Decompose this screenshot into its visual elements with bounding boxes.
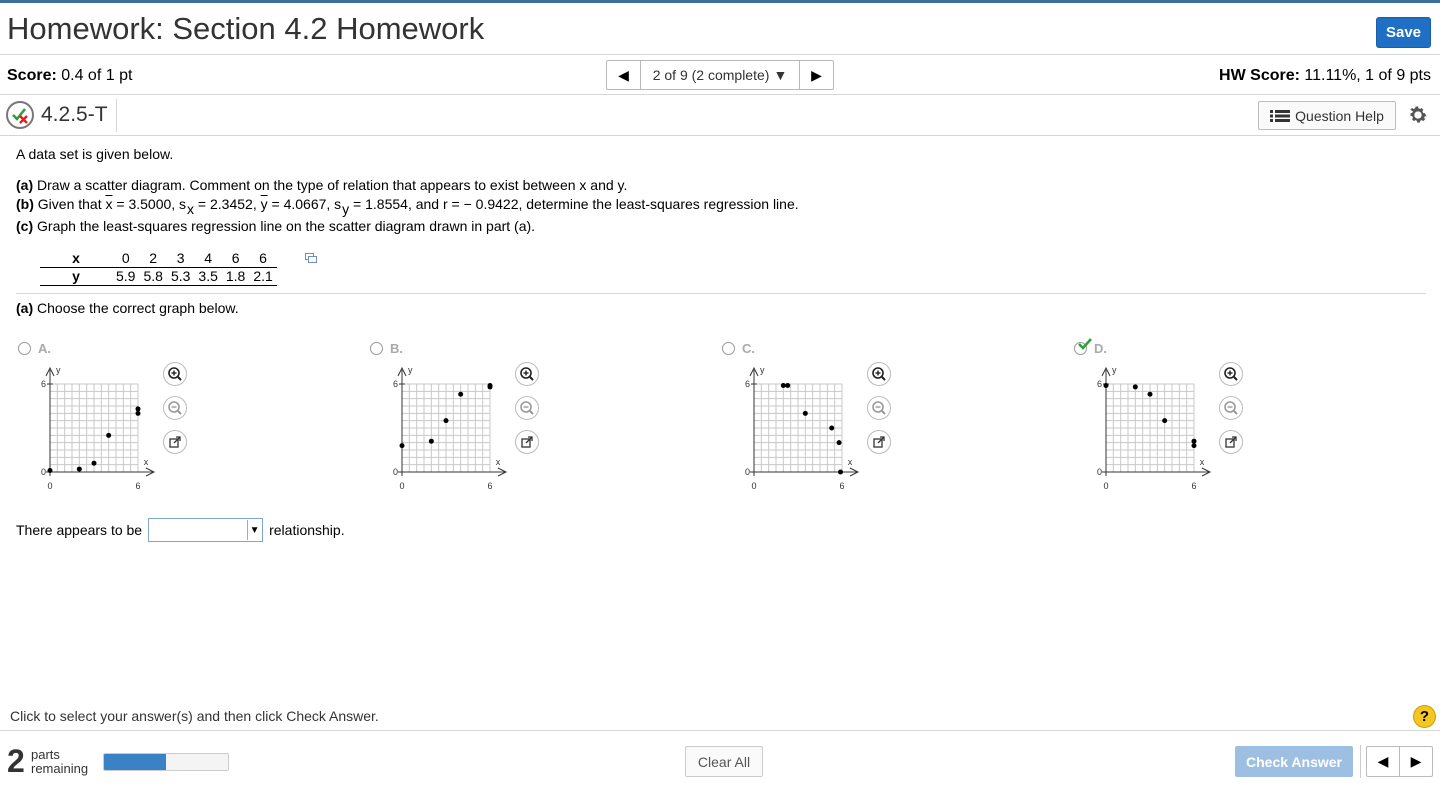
question-id: 4.2.5-T: [41, 103, 108, 126]
option-d[interactable]: [1074, 342, 1304, 492]
question-help-button[interactable]: Question Help: [1258, 101, 1396, 130]
triangle-down-icon: ▼: [773, 67, 788, 83]
table-cell: 3: [167, 249, 194, 267]
data-point: [48, 468, 53, 473]
answer-suffix: relationship.: [269, 522, 345, 538]
data-point: [458, 392, 463, 397]
option-letter: B.: [390, 341, 403, 356]
header-bar: [0, 0, 1440, 55]
data-point: [838, 470, 843, 475]
x-tick-label: 0: [751, 481, 757, 491]
next-question-button[interactable]: [799, 61, 833, 89]
question-score: Score: 0.4 of 1 pt: [7, 67, 133, 84]
y-axis-label: y: [56, 365, 61, 375]
question-bar: [0, 95, 1440, 136]
triangle-down-icon: ▼: [247, 520, 261, 540]
x-tick-label: 6: [1191, 481, 1197, 491]
triangle-left-icon: ◀: [1377, 753, 1389, 769]
table-row-y: [40, 267, 277, 285]
scatter-plot: [32, 360, 162, 492]
open-external-icon[interactable]: [867, 430, 891, 454]
open-external-icon[interactable]: [163, 430, 187, 454]
data-point: [1148, 392, 1153, 397]
data-point: [488, 383, 493, 388]
radio-button[interactable]: [18, 342, 31, 355]
part-b-instruction: (b) Given that $\overline{x} = 3.5000$, sx = 2.3452, $\overline{y} = 4.0667$, sy = 1.8554, and r = − 0.9422, determine the least-squares regression line.: [16, 196, 799, 217]
table-row-x: [40, 249, 277, 267]
option-letter: D.: [1094, 341, 1107, 356]
triangle-right-icon: ▶: [811, 66, 822, 83]
part-a-prompt: (a) Choose the correct graph below.: [16, 300, 239, 316]
data-point: [1162, 418, 1167, 423]
question-selector-dropdown[interactable]: 2 of 9 (2 complete) ▼: [652, 67, 788, 83]
option-a[interactable]: [18, 342, 248, 492]
table-cell: 5.8: [139, 267, 166, 285]
y-tick-label: 6: [40, 379, 46, 389]
zoom-out-icon[interactable]: [163, 396, 187, 420]
data-point: [837, 440, 842, 445]
y-tick-label: 6: [1096, 379, 1102, 389]
zoom-in-icon[interactable]: [867, 362, 891, 386]
previous-question-button[interactable]: [607, 61, 641, 89]
next-button[interactable]: [1400, 747, 1432, 776]
data-point: [136, 411, 141, 416]
y-tick-label: 6: [392, 379, 398, 389]
data-point: [106, 433, 111, 438]
x-tick-label: 6: [839, 481, 845, 491]
option-letter: A.: [38, 341, 51, 356]
data-point: [1192, 439, 1197, 444]
data-point: [829, 426, 834, 431]
data-point: [77, 467, 82, 472]
footer-bar: [0, 730, 1440, 795]
part-a-instruction: (a) Draw a scatter diagram. Comment on the type of relation that appears to exist between x and y.: [16, 177, 628, 193]
progress-fill: [104, 754, 166, 770]
option-c[interactable]: [722, 342, 952, 492]
divider: [1360, 745, 1361, 778]
list-icon: [1270, 109, 1290, 123]
zoom-in-icon[interactable]: [515, 362, 539, 386]
x-axis-label: x: [1199, 457, 1205, 467]
radio-button[interactable]: [722, 342, 735, 355]
relationship-dropdown[interactable]: [148, 518, 263, 542]
divider: [116, 99, 117, 132]
option-b[interactable]: [370, 342, 600, 492]
footer-navigator: [1366, 746, 1433, 777]
previous-button[interactable]: [1367, 747, 1400, 776]
data-point: [1192, 443, 1197, 448]
score-bar: [0, 55, 1440, 95]
x-tick-label: 0: [47, 481, 53, 491]
copy-data-icon[interactable]: [305, 253, 317, 263]
save-button[interactable]: Save: [1376, 17, 1431, 48]
question-navigator: [606, 60, 834, 90]
table-cell: 4: [194, 249, 221, 267]
y-axis-label: y: [760, 365, 765, 375]
homework-score: HW Score: 11.11%, 1 of 9 pts: [1219, 67, 1431, 84]
data-point: [1133, 384, 1138, 389]
y-tick-label: 0: [1096, 467, 1102, 477]
option-letter: C.: [742, 341, 755, 356]
y-tick-label: 6: [744, 379, 750, 389]
zoom-in-icon[interactable]: [1219, 362, 1243, 386]
x-tick-label: 0: [399, 481, 405, 491]
part-c-instruction: (c) Graph the least-squares regression line on the scatter diagram drawn in part (a).: [16, 218, 536, 234]
data-point: [444, 418, 449, 423]
zoom-in-icon[interactable]: [163, 362, 187, 386]
table-cell: 6: [249, 249, 276, 267]
table-cell: 0: [112, 249, 139, 267]
data-table: [40, 249, 277, 286]
partial-credit-icon: [6, 101, 34, 129]
parts-remaining-label: parts remaining: [31, 747, 89, 776]
table-cell: 2.1: [249, 267, 276, 285]
zoom-out-icon[interactable]: [515, 396, 539, 420]
x-tick-label: 6: [487, 481, 493, 491]
help-icon[interactable]: ?: [1413, 705, 1436, 728]
data-point: [429, 439, 434, 444]
open-external-icon[interactable]: [515, 430, 539, 454]
triangle-left-icon: ◀: [618, 66, 629, 83]
page-title: Homework: Section 4.2 Homework: [7, 11, 485, 46]
data-point: [781, 383, 786, 388]
check-answer-button[interactable]: Check Answer: [1235, 746, 1353, 777]
open-external-icon[interactable]: [1219, 430, 1243, 454]
zoom-out-icon[interactable]: [1219, 396, 1243, 420]
table-cell: 5.9: [112, 267, 139, 285]
y-tick-label: 0: [392, 467, 398, 477]
x-tick-label: 6: [135, 481, 141, 491]
scatter-plot: [736, 360, 866, 492]
x-tick-label: 0: [1103, 481, 1109, 491]
table-header-x: x: [40, 249, 112, 267]
data-point: [785, 383, 790, 388]
table-cell: 2: [139, 249, 166, 267]
table-cell: 6: [222, 249, 249, 267]
x-axis-label: x: [143, 457, 149, 467]
progress-bar: [103, 753, 229, 771]
data-point: [1104, 383, 1109, 388]
answer-prefix: There appears to be: [16, 522, 143, 538]
table-header-y: y: [40, 267, 112, 285]
y-tick-label: 0: [744, 467, 750, 477]
correct-checkmark-icon: [1078, 338, 1092, 350]
radio-button[interactable]: [370, 342, 383, 355]
x-axis-label: x: [495, 457, 501, 467]
table-cell: 5.3: [167, 267, 194, 285]
data-point: [92, 461, 97, 466]
data-point: [400, 443, 405, 448]
scatter-plot: [1088, 360, 1218, 492]
data-point: [803, 411, 808, 416]
clear-all-button[interactable]: Clear All: [685, 746, 763, 777]
triangle-right-icon: ▶: [1410, 753, 1422, 769]
table-cell: 1.8: [222, 267, 249, 285]
scatter-plot: [384, 360, 514, 492]
parts-remaining-count: 2: [7, 743, 25, 779]
data-point: [136, 406, 141, 411]
table-cell: 3.5: [194, 267, 221, 285]
y-axis-label: y: [1112, 365, 1117, 375]
y-tick-label: 0: [40, 467, 46, 477]
y-axis-label: y: [408, 365, 413, 375]
intro-text: A data set is given below.: [16, 146, 174, 162]
gear-icon[interactable]: [1407, 104, 1429, 126]
x-axis-label: x: [847, 457, 853, 467]
answer-sentence: [16, 518, 345, 542]
instruction-hint: Click to select your answer(s) and then click Check Answer.: [10, 708, 379, 724]
zoom-out-icon[interactable]: [867, 396, 891, 420]
section-divider: [16, 293, 1426, 294]
